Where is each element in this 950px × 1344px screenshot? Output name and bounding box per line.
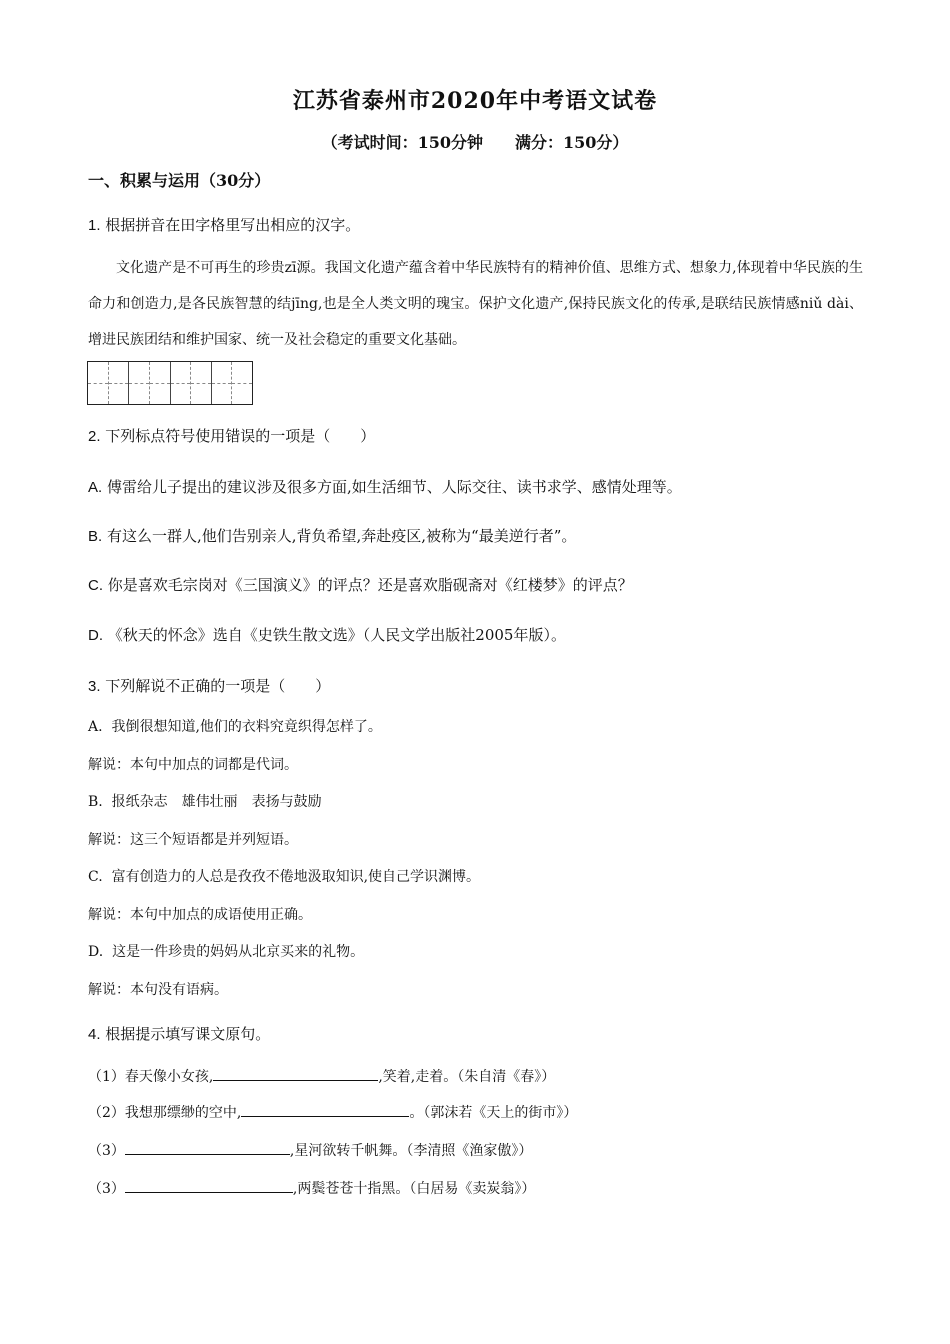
option-b[interactable]: B. 有这么一群人,他们告别亲人,背负希望,奔赴疫区,被称为“最美逆行者”。 xyxy=(88,527,577,545)
fill-line: （3） ,星河欲转千帆舞。（李清照《渔家傲》） xyxy=(88,1140,532,1160)
grid-cell[interactable] xyxy=(232,362,252,404)
section-heading: 一、积累与运用（30分） xyxy=(88,171,271,190)
question-number: 4. xyxy=(88,1026,101,1043)
full-score: 满分：150分） xyxy=(515,133,629,152)
grid-cell[interactable] xyxy=(150,362,171,404)
option-a[interactable]: A. 傅雷给儿子提出的建议涉及很多方面,如生活细节、人际交往、读书求学、感情处理等。 xyxy=(88,478,682,496)
question-number: 2. xyxy=(88,428,101,445)
tianzige-grid[interactable] xyxy=(87,361,253,405)
reading-passage: 文化遗产是不可再生的珍贵zī源。我国文化遗产蕴含着中华民族特有的精神价值、思维方式、想象力,体现着中华民族的生命力和创造力,是各民族智慧的结jīng,也是全人类文明的瑰宝。保护文化遗产,保持民族文化的传承,是联结民族情感niǔ dài、增进民族团结和维护国家、统一及社会稳定的重要文化基础。 xyxy=(88,260,863,348)
answer-blank[interactable] xyxy=(241,1102,409,1117)
explanation-d: 解说：本句没有语病。 xyxy=(88,982,228,998)
option-d[interactable]: D. 这是一件珍贵的妈妈从北京买来的礼物。 xyxy=(88,944,365,960)
question-1-prompt xyxy=(88,214,360,235)
answer-blank[interactable] xyxy=(213,1066,378,1081)
fill-line: （2）我想那缥缈的空中, 。（郭沫若《天上的街市》） xyxy=(88,1102,577,1122)
answer-blank[interactable] xyxy=(125,1140,290,1155)
option-b[interactable]: B. 报纸杂志 雄伟壮丽 表扬与鼓励 xyxy=(88,794,322,810)
option-a[interactable]: A. 我倒很想知道,他们的衣料究竟织得怎样了。 xyxy=(88,719,382,735)
question-text: 下列标点符号使用错误的一项是（ ） xyxy=(105,427,376,445)
fill-line: （1）春天像小女孩, ,笑着,走着。（朱自清《春》） xyxy=(88,1066,555,1086)
question-4-prompt xyxy=(88,1023,270,1044)
question-text: 根据拼音在田字格里写出相应的汉字。 xyxy=(105,216,361,234)
grid-cell[interactable] xyxy=(191,362,212,404)
fill-line: （3） ,两鬓苍苍十指黑。（白居易《卖炭翁》） xyxy=(88,1178,535,1198)
question-number: 3. xyxy=(88,678,101,695)
option-c[interactable]: C. 你是喜欢毛宗岗对《三国演义》的评点？还是喜欢脂砚斋对《红楼梦》的评点？ xyxy=(88,576,633,594)
grid-cell[interactable] xyxy=(109,362,130,404)
grid-cell[interactable] xyxy=(212,362,233,404)
question-text: 根据提示填写课文原句。 xyxy=(105,1025,271,1043)
option-d[interactable]: D. 《秋天的怀念》选自《史铁生散文选》（人民文学出版社2005年版）。 xyxy=(88,626,566,644)
explanation-a: 解说：本句中加点的词都是代词。 xyxy=(88,757,298,773)
question-3-prompt xyxy=(88,675,330,696)
question-number: 1. xyxy=(88,217,101,234)
grid-cell[interactable] xyxy=(129,362,150,404)
grid-cell[interactable] xyxy=(88,362,109,404)
option-c[interactable]: C. 富有创造力的人总是孜孜不倦地汲取知识,使自己学识渊博。 xyxy=(88,869,481,885)
grid-cell[interactable] xyxy=(171,362,192,404)
explanation-c: 解说：本句中加点的成语使用正确。 xyxy=(88,907,312,923)
question-text: 下列解说不正确的一项是（ ） xyxy=(105,677,331,695)
exam-time: （考试时间：150分钟 xyxy=(321,133,483,152)
answer-blank[interactable] xyxy=(125,1178,293,1193)
page-title: 江苏省泰州市2020年中考语文试卷 xyxy=(292,88,658,114)
question-2-prompt xyxy=(88,425,375,446)
exam-info xyxy=(0,130,950,153)
explanation-b: 解说：这三个短语都是并列短语。 xyxy=(88,832,298,848)
